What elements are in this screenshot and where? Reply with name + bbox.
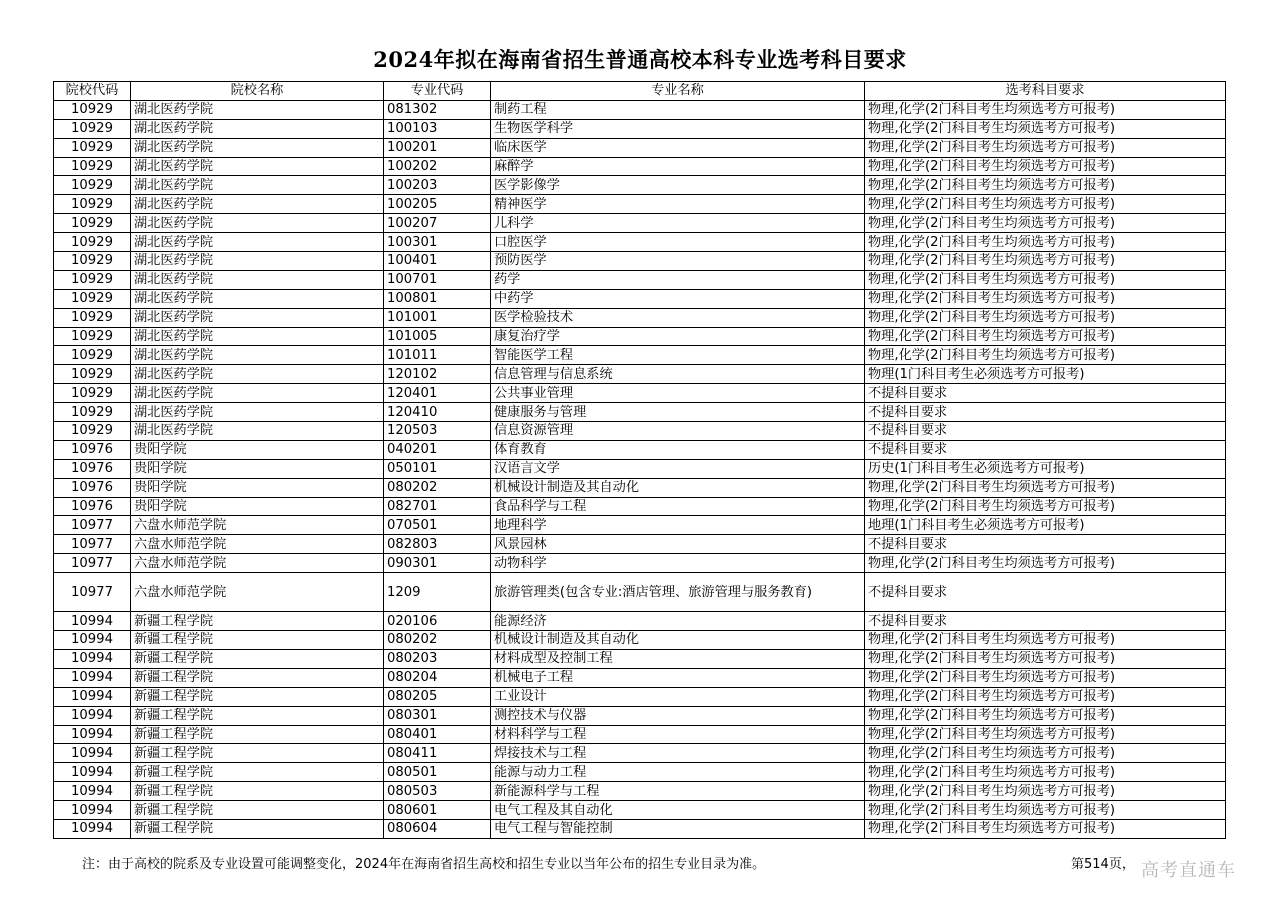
cell-major-name: 材料科学与工程 bbox=[491, 725, 865, 744]
cell-school-code: 10929 bbox=[54, 422, 131, 441]
cell-school-name: 新疆工程学院 bbox=[131, 801, 384, 820]
cell-major-name: 预防医学 bbox=[491, 252, 865, 271]
cell-major-code: 100201 bbox=[384, 138, 491, 157]
cell-major-code: 081302 bbox=[384, 100, 491, 119]
table-row bbox=[54, 440, 1226, 459]
cell-school-code: 10929 bbox=[54, 346, 131, 365]
cell-major-name: 风景园林 bbox=[491, 535, 865, 554]
table-row bbox=[54, 725, 1226, 744]
cell-school-name: 六盘水师范学院 bbox=[131, 535, 384, 554]
cell-subject-requirement: 历史(1门科目考生必须选考方可报考) bbox=[865, 459, 1226, 478]
table-row bbox=[54, 668, 1226, 687]
cell-major-code: 080202 bbox=[384, 631, 491, 650]
cell-school-code: 10929 bbox=[54, 100, 131, 119]
cell-school-name: 湖北医药学院 bbox=[131, 346, 384, 365]
cell-school-code: 10994 bbox=[54, 763, 131, 782]
cell-school-code: 10929 bbox=[54, 327, 131, 346]
cell-school-name: 新疆工程学院 bbox=[131, 612, 384, 631]
cell-major-name: 精神医学 bbox=[491, 195, 865, 214]
cell-major-name: 动物科学 bbox=[491, 554, 865, 573]
cell-subject-requirement: 物理,化学(2门科目考生均须选考方可报考) bbox=[865, 308, 1226, 327]
cell-school-code: 10994 bbox=[54, 668, 131, 687]
cell-school-name: 新疆工程学院 bbox=[131, 782, 384, 801]
header-major-code: 专业代码 bbox=[384, 82, 491, 101]
cell-major-code: 090301 bbox=[384, 554, 491, 573]
cell-major-code: 100801 bbox=[384, 289, 491, 308]
cell-major-name: 电气工程及其自动化 bbox=[491, 801, 865, 820]
cell-major-name: 麻醉学 bbox=[491, 157, 865, 176]
cell-major-code: 080503 bbox=[384, 782, 491, 801]
cell-major-code: 100103 bbox=[384, 119, 491, 138]
cell-school-code: 10929 bbox=[54, 308, 131, 327]
cell-school-name: 湖北医药学院 bbox=[131, 327, 384, 346]
cell-school-code: 10929 bbox=[54, 403, 131, 422]
table-row bbox=[54, 573, 1226, 612]
cell-school-name: 湖北医药学院 bbox=[131, 157, 384, 176]
table-row bbox=[54, 346, 1226, 365]
cell-school-name: 新疆工程学院 bbox=[131, 763, 384, 782]
table-row bbox=[54, 233, 1226, 252]
cell-major-code: 040201 bbox=[384, 440, 491, 459]
watermark: 高考直通车 bbox=[1141, 860, 1236, 881]
cell-school-name: 湖北医药学院 bbox=[131, 308, 384, 327]
cell-major-name: 药学 bbox=[491, 270, 865, 289]
table-row bbox=[54, 535, 1226, 554]
cell-subject-requirement: 物理,化学(2门科目考生均须选考方可报考) bbox=[865, 157, 1226, 176]
cell-school-name: 新疆工程学院 bbox=[131, 687, 384, 706]
cell-major-name: 工业设计 bbox=[491, 687, 865, 706]
cell-school-name: 湖北医药学院 bbox=[131, 233, 384, 252]
cell-major-code: 080202 bbox=[384, 478, 491, 497]
cell-school-name: 新疆工程学院 bbox=[131, 744, 384, 763]
cell-school-code: 10929 bbox=[54, 365, 131, 384]
cell-major-code: 050101 bbox=[384, 459, 491, 478]
cell-major-code: 101011 bbox=[384, 346, 491, 365]
cell-school-code: 10994 bbox=[54, 649, 131, 668]
cell-major-code: 082701 bbox=[384, 497, 491, 516]
table-row bbox=[54, 687, 1226, 706]
cell-subject-requirement: 物理,化学(2门科目考生均须选考方可报考) bbox=[865, 214, 1226, 233]
cell-subject-requirement: 物理,化学(2门科目考生均须选考方可报考) bbox=[865, 744, 1226, 763]
table-row bbox=[54, 744, 1226, 763]
page-number: 第514页， bbox=[1071, 857, 1135, 872]
cell-major-code: 100205 bbox=[384, 195, 491, 214]
header-school-name: 院校名称 bbox=[131, 82, 384, 101]
cell-major-name: 食品科学与工程 bbox=[491, 497, 865, 516]
table-body bbox=[54, 100, 1226, 838]
cell-school-name: 湖北医药学院 bbox=[131, 214, 384, 233]
cell-subject-requirement: 不提科目要求 bbox=[865, 535, 1226, 554]
cell-subject-requirement: 物理,化学(2门科目考生均须选考方可报考) bbox=[865, 554, 1226, 573]
cell-major-code: 082803 bbox=[384, 535, 491, 554]
cell-school-name: 新疆工程学院 bbox=[131, 706, 384, 725]
cell-subject-requirement: 物理,化学(2门科目考生均须选考方可报考) bbox=[865, 478, 1226, 497]
cell-school-name: 贵阳学院 bbox=[131, 440, 384, 459]
table-row bbox=[54, 176, 1226, 195]
cell-school-code: 10994 bbox=[54, 725, 131, 744]
cell-major-code: 080401 bbox=[384, 725, 491, 744]
cell-school-name: 新疆工程学院 bbox=[131, 725, 384, 744]
table-row bbox=[54, 214, 1226, 233]
table-row bbox=[54, 819, 1226, 838]
table-row bbox=[54, 365, 1226, 384]
cell-major-code: 080301 bbox=[384, 706, 491, 725]
cell-school-name: 湖北医药学院 bbox=[131, 384, 384, 403]
cell-major-name: 能源与动力工程 bbox=[491, 763, 865, 782]
cell-major-code: 080411 bbox=[384, 744, 491, 763]
page-title: 2024年拟在海南省招生普通高校本科专业选考科目要求 bbox=[373, 47, 907, 72]
cell-school-name: 湖北医药学院 bbox=[131, 270, 384, 289]
footer-note: 注：由于高校的院系及专业设置可能调整变化，2024年在海南省招生高校和招生专业以当年公布的招生专业目录为准。 bbox=[82, 857, 766, 872]
cell-major-code: 080501 bbox=[384, 763, 491, 782]
cell-major-code: 100701 bbox=[384, 270, 491, 289]
cell-major-name: 体育教育 bbox=[491, 440, 865, 459]
table-row bbox=[54, 289, 1226, 308]
table-row bbox=[54, 782, 1226, 801]
cell-subject-requirement: 物理,化学(2门科目考生均须选考方可报考) bbox=[865, 233, 1226, 252]
cell-major-code: 101001 bbox=[384, 308, 491, 327]
cell-major-name: 中药学 bbox=[491, 289, 865, 308]
cell-subject-requirement: 不提科目要求 bbox=[865, 573, 1226, 612]
cell-major-code: 1209 bbox=[384, 573, 491, 612]
cell-major-code: 100202 bbox=[384, 157, 491, 176]
cell-major-name: 口腔医学 bbox=[491, 233, 865, 252]
cell-school-name: 新疆工程学院 bbox=[131, 668, 384, 687]
cell-major-code: 080601 bbox=[384, 801, 491, 820]
cell-school-name: 湖北医药学院 bbox=[131, 138, 384, 157]
cell-major-code: 101005 bbox=[384, 327, 491, 346]
cell-school-code: 10994 bbox=[54, 631, 131, 650]
cell-subject-requirement: 地理(1门科目考生必须选考方可报考) bbox=[865, 516, 1226, 535]
cell-major-name: 医学检验技术 bbox=[491, 308, 865, 327]
cell-major-code: 120102 bbox=[384, 365, 491, 384]
table-row bbox=[54, 706, 1226, 725]
cell-major-code: 120503 bbox=[384, 422, 491, 441]
cell-school-code: 10994 bbox=[54, 801, 131, 820]
cell-major-name: 机械设计制造及其自动化 bbox=[491, 631, 865, 650]
cell-school-name: 湖北医药学院 bbox=[131, 195, 384, 214]
header-subject-requirement: 选考科目要求 bbox=[865, 82, 1226, 101]
cell-major-code: 100301 bbox=[384, 233, 491, 252]
cell-major-code: 080204 bbox=[384, 668, 491, 687]
cell-school-code: 10976 bbox=[54, 478, 131, 497]
cell-subject-requirement: 物理,化学(2门科目考生均须选考方可报考) bbox=[865, 497, 1226, 516]
cell-subject-requirement: 物理,化学(2门科目考生均须选考方可报考) bbox=[865, 763, 1226, 782]
cell-school-name: 贵阳学院 bbox=[131, 497, 384, 516]
cell-school-name: 湖北医药学院 bbox=[131, 289, 384, 308]
cell-subject-requirement: 物理,化学(2门科目考生均须选考方可报考) bbox=[865, 801, 1226, 820]
table-row bbox=[54, 459, 1226, 478]
cell-major-name: 地理科学 bbox=[491, 516, 865, 535]
cell-subject-requirement: 物理,化学(2门科目考生均须选考方可报考) bbox=[865, 270, 1226, 289]
cell-school-code: 10994 bbox=[54, 687, 131, 706]
table-row bbox=[54, 763, 1226, 782]
cell-school-code: 10929 bbox=[54, 157, 131, 176]
cell-school-name: 新疆工程学院 bbox=[131, 819, 384, 838]
cell-school-code: 10929 bbox=[54, 384, 131, 403]
cell-major-name: 医学影像学 bbox=[491, 176, 865, 195]
cell-school-code: 10929 bbox=[54, 252, 131, 271]
table-row bbox=[54, 649, 1226, 668]
table-row bbox=[54, 157, 1226, 176]
cell-major-name: 焊接技术与工程 bbox=[491, 744, 865, 763]
cell-school-name: 新疆工程学院 bbox=[131, 631, 384, 650]
cell-school-name: 贵阳学院 bbox=[131, 459, 384, 478]
cell-school-code: 10994 bbox=[54, 819, 131, 838]
cell-subject-requirement: 物理,化学(2门科目考生均须选考方可报考) bbox=[865, 668, 1226, 687]
cell-school-code: 10994 bbox=[54, 706, 131, 725]
cell-subject-requirement: 物理,化学(2门科目考生均须选考方可报考) bbox=[865, 252, 1226, 271]
cell-major-code: 080205 bbox=[384, 687, 491, 706]
cell-school-code: 10977 bbox=[54, 554, 131, 573]
cell-school-code: 10994 bbox=[54, 612, 131, 631]
cell-school-code: 10929 bbox=[54, 214, 131, 233]
table-row bbox=[54, 252, 1226, 271]
table-row bbox=[54, 516, 1226, 535]
cell-major-code: 100203 bbox=[384, 176, 491, 195]
cell-school-code: 10929 bbox=[54, 270, 131, 289]
table-row bbox=[54, 554, 1226, 573]
cell-subject-requirement: 不提科目要求 bbox=[865, 422, 1226, 441]
cell-major-name: 临床医学 bbox=[491, 138, 865, 157]
cell-major-code: 120401 bbox=[384, 384, 491, 403]
table-row bbox=[54, 270, 1226, 289]
cell-subject-requirement: 物理,化学(2门科目考生均须选考方可报考) bbox=[865, 782, 1226, 801]
cell-major-code: 100401 bbox=[384, 252, 491, 271]
table-row bbox=[54, 308, 1226, 327]
cell-major-name: 汉语言文学 bbox=[491, 459, 865, 478]
cell-subject-requirement: 不提科目要求 bbox=[865, 403, 1226, 422]
cell-major-name: 测控技术与仪器 bbox=[491, 706, 865, 725]
header-major-name: 专业名称 bbox=[491, 82, 865, 101]
cell-school-name: 湖北医药学院 bbox=[131, 252, 384, 271]
table-row bbox=[54, 801, 1226, 820]
table-row bbox=[54, 631, 1226, 650]
cell-subject-requirement: 物理,化学(2门科目考生均须选考方可报考) bbox=[865, 346, 1226, 365]
table-row bbox=[54, 403, 1226, 422]
cell-school-name: 六盘水师范学院 bbox=[131, 573, 384, 612]
cell-major-name: 信息资源管理 bbox=[491, 422, 865, 441]
cell-subject-requirement: 不提科目要求 bbox=[865, 612, 1226, 631]
cell-major-name: 旅游管理类(包含专业:酒店管理、旅游管理与服务教育) bbox=[491, 573, 865, 612]
cell-subject-requirement: 不提科目要求 bbox=[865, 384, 1226, 403]
cell-school-code: 10929 bbox=[54, 233, 131, 252]
cell-subject-requirement: 物理,化学(2门科目考生均须选考方可报考) bbox=[865, 649, 1226, 668]
cell-major-code: 070501 bbox=[384, 516, 491, 535]
table-row bbox=[54, 138, 1226, 157]
cell-major-name: 机械电子工程 bbox=[491, 668, 865, 687]
cell-subject-requirement: 物理,化学(2门科目考生均须选考方可报考) bbox=[865, 138, 1226, 157]
cell-school-name: 湖北医药学院 bbox=[131, 176, 384, 195]
table-row bbox=[54, 478, 1226, 497]
cell-subject-requirement: 物理,化学(2门科目考生均须选考方可报考) bbox=[865, 100, 1226, 119]
cell-school-code: 10994 bbox=[54, 782, 131, 801]
cell-school-name: 贵阳学院 bbox=[131, 478, 384, 497]
cell-subject-requirement: 不提科目要求 bbox=[865, 440, 1226, 459]
cell-major-name: 制药工程 bbox=[491, 100, 865, 119]
requirements-table bbox=[53, 81, 1225, 839]
cell-school-code: 10994 bbox=[54, 744, 131, 763]
cell-school-code: 10976 bbox=[54, 459, 131, 478]
cell-school-code: 10977 bbox=[54, 516, 131, 535]
cell-major-code: 100207 bbox=[384, 214, 491, 233]
cell-major-code: 080203 bbox=[384, 649, 491, 668]
table-row bbox=[54, 327, 1226, 346]
cell-major-code: 120410 bbox=[384, 403, 491, 422]
cell-subject-requirement: 物理,化学(2门科目考生均须选考方可报考) bbox=[865, 289, 1226, 308]
cell-school-name: 新疆工程学院 bbox=[131, 649, 384, 668]
cell-school-code: 10929 bbox=[54, 195, 131, 214]
cell-school-code: 10977 bbox=[54, 573, 131, 612]
cell-school-name: 六盘水师范学院 bbox=[131, 554, 384, 573]
cell-major-name: 智能医学工程 bbox=[491, 346, 865, 365]
cell-major-name: 公共事业管理 bbox=[491, 384, 865, 403]
table-row bbox=[54, 422, 1226, 441]
cell-subject-requirement: 物理,化学(2门科目考生均须选考方可报考) bbox=[865, 631, 1226, 650]
cell-subject-requirement: 物理,化学(2门科目考生均须选考方可报考) bbox=[865, 119, 1226, 138]
table-row bbox=[54, 119, 1226, 138]
cell-major-code: 080604 bbox=[384, 819, 491, 838]
cell-subject-requirement: 物理,化学(2门科目考生均须选考方可报考) bbox=[865, 819, 1226, 838]
cell-school-code: 10977 bbox=[54, 535, 131, 554]
cell-major-code: 020106 bbox=[384, 612, 491, 631]
cell-school-code: 10976 bbox=[54, 440, 131, 459]
cell-school-name: 湖北医药学院 bbox=[131, 100, 384, 119]
cell-major-name: 机械设计制造及其自动化 bbox=[491, 478, 865, 497]
cell-major-name: 信息管理与信息系统 bbox=[491, 365, 865, 384]
cell-school-code: 10929 bbox=[54, 119, 131, 138]
cell-school-name: 湖北医药学院 bbox=[131, 365, 384, 384]
cell-school-name: 湖北医药学院 bbox=[131, 119, 384, 138]
table-row bbox=[54, 384, 1226, 403]
cell-school-code: 10929 bbox=[54, 176, 131, 195]
cell-major-name: 儿科学 bbox=[491, 214, 865, 233]
cell-subject-requirement: 物理,化学(2门科目考生均须选考方可报考) bbox=[865, 706, 1226, 725]
table-header-row bbox=[54, 82, 1226, 101]
cell-major-name: 新能源科学与工程 bbox=[491, 782, 865, 801]
cell-subject-requirement: 物理,化学(2门科目考生均须选考方可报考) bbox=[865, 176, 1226, 195]
cell-major-name: 能源经济 bbox=[491, 612, 865, 631]
cell-school-name: 湖北医药学院 bbox=[131, 403, 384, 422]
cell-subject-requirement: 物理,化学(2门科目考生均须选考方可报考) bbox=[865, 195, 1226, 214]
cell-school-code: 10976 bbox=[54, 497, 131, 516]
cell-subject-requirement: 物理(1门科目考生必须选考方可报考) bbox=[865, 365, 1226, 384]
table-row bbox=[54, 195, 1226, 214]
cell-major-name: 健康服务与管理 bbox=[491, 403, 865, 422]
cell-major-name: 康复治疗学 bbox=[491, 327, 865, 346]
table-row bbox=[54, 100, 1226, 119]
cell-school-name: 六盘水师范学院 bbox=[131, 516, 384, 535]
table-row bbox=[54, 497, 1226, 516]
cell-school-code: 10929 bbox=[54, 289, 131, 308]
cell-major-name: 材料成型及控制工程 bbox=[491, 649, 865, 668]
table-row bbox=[54, 612, 1226, 631]
cell-school-code: 10929 bbox=[54, 138, 131, 157]
cell-major-name: 生物医学科学 bbox=[491, 119, 865, 138]
cell-school-name: 湖北医药学院 bbox=[131, 422, 384, 441]
cell-subject-requirement: 物理,化学(2门科目考生均须选考方可报考) bbox=[865, 327, 1226, 346]
cell-major-name: 电气工程与智能控制 bbox=[491, 819, 865, 838]
cell-subject-requirement: 物理,化学(2门科目考生均须选考方可报考) bbox=[865, 725, 1226, 744]
cell-subject-requirement: 物理,化学(2门科目考生均须选考方可报考) bbox=[865, 687, 1226, 706]
header-school-code: 院校代码 bbox=[54, 82, 131, 101]
